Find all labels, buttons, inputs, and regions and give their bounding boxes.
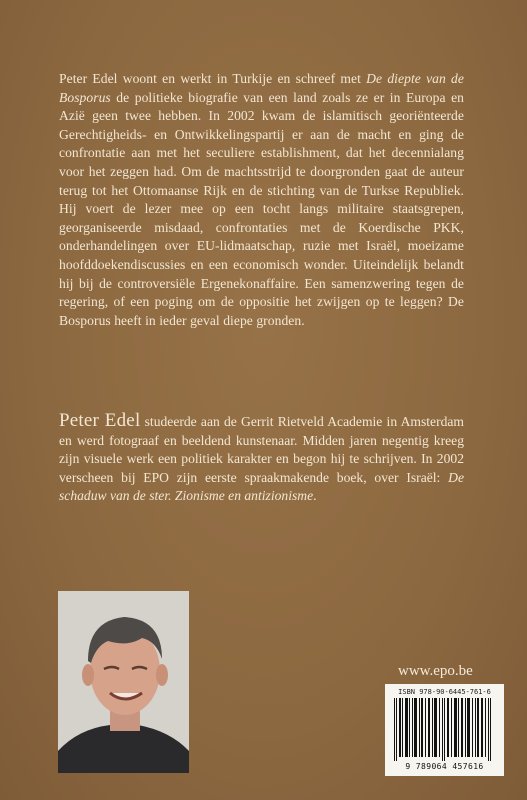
isbn-barcode [385, 684, 504, 776]
blurb-book-title: De diepte van de Bosporus [59, 71, 464, 105]
back-cover-blurb [59, 70, 464, 330]
blurb-text-intro: Peter Edel woont en werkt in Turkije en schreef met [59, 71, 367, 86]
author-name: Peter Edel [59, 410, 141, 431]
blurb-text-body: de politieke biografie van een land zoals ze er in Europa en Azië geen twee hebben. In 2002 kwam de islamitisch georiënteerde Gerechtigheids- en Ontwikkelingspartij er aan de macht en ging de confrontatie aan met het seculiere establishment, dat het decennialang voor het zeggen had. Om de machtsstrijd te doorgronden gaat de auteur terug tot het Ottomaanse Rijk en de stichting van de Turkse Republiek. Hij voert de lezer mee op een tocht langs militaire staatsgrepen, georganiseerde misdaad, confrontaties met de Koerdische PKK, onderhandelingen over EU-lidmaatschap, ruzie met Israël, moeizame hoofddoekendiscussies en een economisch wonder. Uiteindelijk belandt hij bij de controversiële Ergenekonaffaire. Een samenzwering tegen de regering, of een poging om de oppositie het zwijgen op te leggen? De Bosporus heeft in ieder geval diepe gronden. [59, 89, 464, 328]
author-previous-book-title: De schaduw van de ster. Zionisme en antizionisme [59, 469, 464, 504]
author-bio-end: . [313, 488, 317, 504]
publisher-website: www.epo.be [398, 663, 473, 679]
author-photo [58, 591, 189, 773]
barcode-bars [391, 698, 498, 761]
author-portrait-illustration [58, 591, 189, 773]
author-bio [59, 412, 464, 506]
author-bio-text: studeerde aan de Gerrit Rietveld Academie in Amsterdam en werd fotograaf en beeldend kunstenaar. Midden jaren negentig kreeg zijn visuele werk een politiek karakter en begon hij te schrijven. In 2002 verscheen bij EPO zijn eerste spraakmakende boek, over Israël: [59, 414, 464, 485]
isbn-label: ISBN 978-90-6445-761-6 [398, 688, 491, 696]
barcode-digits: 9 789064 457616 [405, 762, 484, 771]
